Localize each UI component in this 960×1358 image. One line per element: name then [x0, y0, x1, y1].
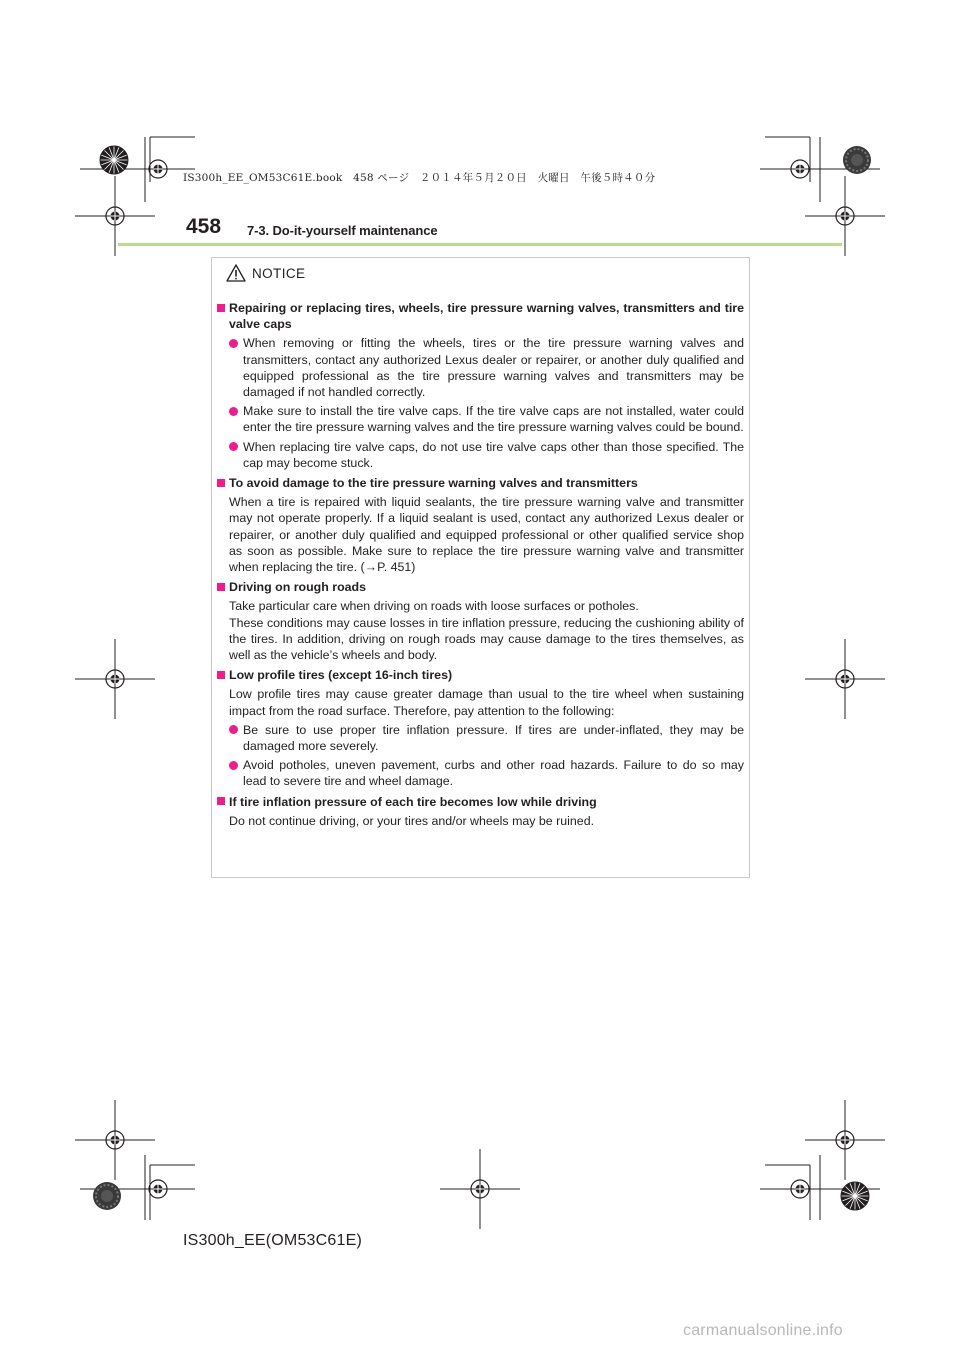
print-job-header: IS300h_EE_OM53C61E.book 458 ページ ２０１４年５月２０日 火曜日 午後５時４０分	[183, 172, 656, 184]
site-watermark: carmanualsonline.info	[683, 1322, 843, 1339]
notice-content	[217, 300, 744, 829]
square-bullet-icon	[217, 479, 225, 487]
round-bullet-icon	[229, 339, 238, 348]
warning-triangle-icon	[226, 264, 246, 282]
square-bullet-icon	[217, 583, 225, 591]
notice-paragraph: Take particular care when driving on roads with loose surfaces or potholes. These conditions may cause losses in tire inflation pressure, reducing the cushioning ability of the tires. In addition, driving on rough roads may cause damage to the tires themselves, as well as the vehicle’s wheels and body.	[229, 599, 744, 663]
list-item: Be sure to use proper tire inflation pressure. If tires are under-inflated, they may be damaged more severely.	[217, 722, 744, 754]
list-item: When replacing tire valve caps, do not use tire valve caps other than those specified. The cap may become stuck.	[217, 439, 744, 471]
notice-label: NOTICE	[252, 265, 306, 281]
square-bullet-icon	[217, 304, 225, 312]
round-bullet-icon	[229, 725, 238, 734]
round-bullet-icon	[229, 761, 238, 770]
notice-heading-low-profile: Low profile tires (except 16-inch tires)	[217, 667, 744, 683]
list-item: Make sure to install the tire valve caps. If the tire valve caps are not installed, water could enter the tire pressure warning valves and the tire pressure warning valves could be bound.	[217, 403, 744, 435]
square-bullet-icon	[217, 797, 225, 805]
notice-header	[226, 262, 305, 284]
notice-paragraph: Low profile tires may cause greater damage than usual to the tire wheel when sustaining impact from the road surface. Therefore, pay attention to the following:	[229, 687, 744, 718]
footer-model-code: IS300h_EE(OM53C61E)	[183, 1232, 363, 1249]
list-item: When removing or fitting the wheels, tires or the tire pressure warning valves and transmitters, contact any authorized Lexus dealer or repairer, or another duly qualified and equipped professional as the tire pressure warning valves and transmitters may be damaged if not handled correctly.	[217, 335, 744, 400]
list-item: Avoid potholes, uneven pavement, curbs and other road hazards. Failure to do so may lead to severe tire and wheel damage.	[217, 757, 744, 789]
section-title: 7-3. Do-it-yourself maintenance	[247, 223, 438, 238]
notice-heading-valves: Repairing or replacing tires, wheels, tire pressure warning valves, transmitters and tire valve caps	[217, 300, 744, 332]
square-bullet-icon	[217, 671, 225, 679]
notice-heading-low-pressure: If tire inflation pressure of each tire becomes low while driving	[217, 794, 744, 810]
notice-heading-avoid-damage: To avoid damage to the tire pressure warning valves and transmitters	[217, 475, 744, 491]
page-number: 458	[186, 215, 222, 238]
notice-paragraph: Do not continue driving, or your tires and/or wheels may be ruined.	[229, 813, 595, 828]
notice-paragraph: When a tire is repaired with liquid sealants, the tire pressure warning valve and transmitter may not operate properly. If a liquid sealant is used, contact any authorized Lexus dealer or repairer, or another duly qualified and equipped professional or other qualified service shop as soon as possible. Make sure to replace the tire pressure warning valve and transmitter when replacing the tire. (→P. 451)	[229, 495, 744, 575]
round-bullet-icon	[229, 442, 238, 451]
round-bullet-icon	[229, 407, 238, 416]
header-rule	[118, 243, 842, 246]
notice-heading-rough-roads: Driving on rough roads	[217, 579, 744, 595]
